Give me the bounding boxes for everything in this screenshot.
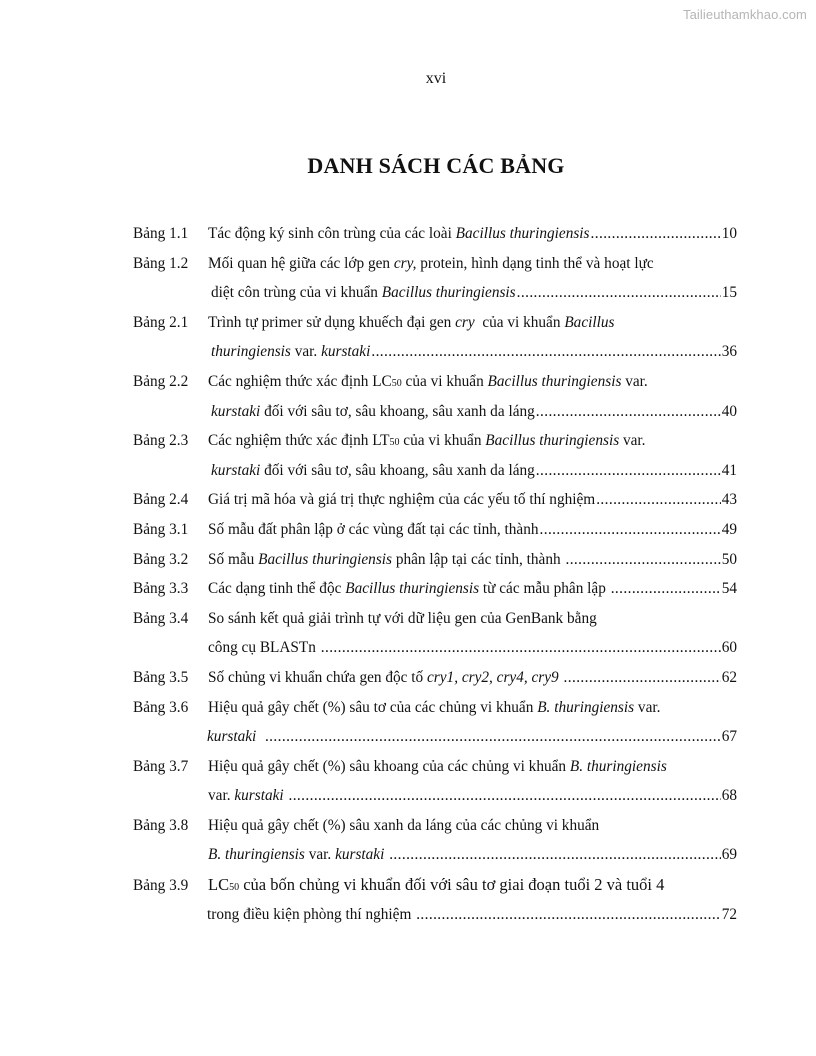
toc-entry-line <box>133 219 737 249</box>
toc-entry-text: Hiệu quả gây chết (%) sâu khoang của các chủng vi khuẩn <box>208 757 570 775</box>
dot-leader <box>565 545 720 575</box>
toc-entry[interactable] <box>133 870 737 929</box>
toc-entry[interactable] <box>133 249 737 308</box>
toc-entry-text: Số chủng vi khuẩn chứa gen độc tố <box>208 668 428 686</box>
toc-entry[interactable] <box>133 752 737 811</box>
toc-entry-text: kurstaki <box>335 846 385 864</box>
dot-leader <box>416 900 721 930</box>
toc-entry-text: kurstaki <box>234 787 284 805</box>
toc-entry-label: Bảng 2.3 <box>133 432 189 450</box>
toc-entry-text: Hiệu quả gây chết (%) sâu tơ của các chủng vi khuẩn <box>208 698 538 716</box>
toc-entry-text: trong điều kiện phòng thí nghiệm <box>207 905 416 923</box>
toc-entry-text: Các dạng tinh thể độc <box>208 580 346 598</box>
toc-entry-text: đối với sâu tơ, sâu khoang, sâu xanh da láng <box>260 461 535 479</box>
dot-leader <box>517 278 721 308</box>
toc-entry-text: Bacillus thuringiensis <box>487 372 622 390</box>
toc-entry-text: Các nghiệm thức xác định LT <box>208 432 390 450</box>
toc-entry-label: Bảng 3.5 <box>133 668 189 686</box>
toc-entry-line <box>133 633 737 663</box>
toc-entry[interactable] <box>133 219 737 249</box>
toc-entry-text: Tác động ký sinh côn trùng của các loài <box>208 225 456 242</box>
toc-entry-text <box>559 663 563 693</box>
toc-entry-text: var. <box>208 787 235 805</box>
toc-entry-page: 72 <box>721 905 737 923</box>
dot-leader <box>536 456 721 486</box>
toc-entry-line <box>133 278 737 308</box>
toc-entry[interactable] <box>133 367 737 426</box>
toc-entry-text: Bacillus thuringiensis <box>258 550 392 568</box>
toc-entry-label: Bảng 3.1 <box>133 520 189 538</box>
toc-entry-label: Bảng 3.7 <box>133 757 189 775</box>
toc-entry-line <box>133 308 737 338</box>
toc-entry-text: Các nghiệm thức xác định LC <box>208 372 392 390</box>
table-list <box>133 219 737 929</box>
toc-entry-text <box>284 781 288 811</box>
toc-entry-line <box>133 722 737 752</box>
toc-entry[interactable] <box>133 574 737 604</box>
toc-entry-line <box>133 900 737 930</box>
toc-entry-page: 41 <box>721 461 737 479</box>
toc-entry-text: kurstaki <box>207 728 257 746</box>
dot-leader <box>265 722 721 752</box>
toc-entry-text: của bốn chủng vi khuẩn đối với sâu tơ giai đoạn tuổi 2 và tuổi 4 <box>239 875 665 895</box>
toc-entry-text: var. <box>621 372 648 390</box>
dot-leader <box>591 219 721 249</box>
toc-entry-text: cry, <box>393 254 417 272</box>
dot-leader <box>596 485 721 515</box>
toc-entry-text: cry <box>455 313 475 331</box>
toc-entry-text: thuringiensis <box>211 343 291 361</box>
dot-leader <box>371 337 720 367</box>
watermark-text: Tailieuthamkhao.com <box>682 7 807 22</box>
page-title: DANH SÁCH CÁC BẢNG <box>307 153 565 178</box>
toc-entry-text: Trình tự primer sử dụng khuếch đại gen <box>208 313 456 331</box>
toc-entry-page: 69 <box>721 846 737 864</box>
toc-entry-line <box>133 604 737 634</box>
toc-entry-line: Bảng 3.9 LC 50 của bốn chủng vi khuẩn đối với sâu tơ giai đoạn tuổi 2 và tuổi 4 <box>133 870 737 900</box>
toc-entry-text: của vi khuẩn <box>474 313 565 331</box>
toc-entry-line <box>133 456 737 486</box>
toc-entry-text: var. <box>634 698 661 716</box>
toc-entry-page: 15 <box>721 284 737 302</box>
toc-entry-label: Bảng 1.1 <box>133 225 189 242</box>
toc-entry-text <box>384 840 388 870</box>
toc-entry-page: 49 <box>721 520 737 538</box>
toc-entry-text: LC <box>208 875 230 895</box>
toc-entry-text: công cụ BLASTn <box>208 639 320 657</box>
toc-entry-label: Bảng 3.3 <box>133 580 189 598</box>
toc-entry-text: phân lập tại các tỉnh, thành <box>392 550 565 568</box>
toc-entry-text: Bacillus thuringiensis <box>345 580 480 598</box>
dot-leader <box>540 515 721 545</box>
toc-entry-text: var. <box>619 432 646 450</box>
toc-entry[interactable] <box>133 308 737 367</box>
toc-entry-page: 54 <box>721 580 737 598</box>
toc-entry-text: Bacillus <box>564 313 615 331</box>
toc-entry-text: var. <box>304 846 336 864</box>
toc-entry-page: 60 <box>721 639 737 657</box>
page-number: xvi <box>425 70 447 87</box>
toc-entry[interactable] <box>133 663 737 693</box>
toc-entry-text: Giá trị mã hóa và giá trị thực nghiệm của các yếu tố thí nghiệm <box>208 491 596 509</box>
toc-entry-text: Số mẫu đất phân lập ở các vùng đất tại các tỉnh, thành <box>208 520 539 538</box>
toc-entry-line <box>133 663 737 693</box>
dot-leader <box>611 574 721 604</box>
toc-entry-text: B. thuringiensis <box>569 757 667 775</box>
toc-entry-page: 40 <box>721 402 737 420</box>
toc-entry-text <box>256 722 264 752</box>
toc-entry-label: Bảng 2.1 <box>133 313 189 331</box>
toc-entry-text: của vi khuẩn <box>401 372 488 390</box>
toc-entry-text: kurstaki <box>211 402 261 420</box>
toc-entry-text: B. thuringiensis <box>208 846 305 864</box>
toc-entry-line <box>133 840 737 870</box>
toc-entry-page: 68 <box>721 787 737 805</box>
toc-entry-line <box>133 485 737 515</box>
toc-entry-text: của vi khuẩn <box>399 432 486 450</box>
toc-entry-label: Bảng 1.2 <box>133 254 189 272</box>
toc-entry-line <box>133 781 737 811</box>
toc-entry[interactable] <box>133 485 737 515</box>
toc-entry-text: kurstaki <box>211 461 261 479</box>
toc-entry-label: Bảng 3.9 <box>133 877 189 895</box>
toc-entry-page: 67 <box>721 728 737 746</box>
toc-entry-text: protein, hình dạng tinh thể và hoạt lực <box>416 254 654 272</box>
toc-entry-text: So sánh kết quả giải trình tự với dữ liệu gen của GenBank bằng <box>208 609 597 627</box>
toc-entry-line <box>133 693 737 723</box>
toc-entry-line <box>133 249 737 279</box>
toc-entry-line <box>133 574 737 604</box>
toc-entry-page: 43 <box>721 491 737 509</box>
toc-entry-text: từ các mẫu phân lập <box>479 580 610 598</box>
toc-entry-text: Mối quan hệ giữa các lớp gen <box>208 254 394 272</box>
toc-entry-label: Bảng 3.4 <box>133 609 189 627</box>
toc-entry[interactable] <box>133 811 737 870</box>
toc-entry-line: Bảng 2.2 Các nghiệm thức xác định LC 50 của vi khuẩn Bacillus thuringiensis var. <box>133 367 737 397</box>
toc-entry-label: Bảng 3.8 <box>133 816 189 834</box>
toc-entry-text: Bacillus thuringiensis <box>381 284 516 302</box>
toc-entry-line <box>133 515 737 545</box>
toc-entry-text: Số mẫu <box>208 550 259 568</box>
toc-entry[interactable] <box>133 545 737 575</box>
toc-entry-page: 50 <box>721 550 737 568</box>
toc-entry[interactable] <box>133 604 737 663</box>
toc-entry-page: 62 <box>721 668 737 686</box>
toc-entry-page: 36 <box>721 343 737 361</box>
toc-entry-line <box>133 337 737 367</box>
dot-leader <box>536 397 721 427</box>
toc-entry-text: Bacillus thuringiensis <box>455 225 590 242</box>
toc-entry-label: Bảng 2.2 <box>133 372 189 390</box>
dot-leader <box>564 663 721 693</box>
toc-entry-line <box>133 545 737 575</box>
toc-entry-line <box>133 752 737 782</box>
dot-leader <box>321 633 721 663</box>
toc-entry-text: Hiệu quả gây chết (%) sâu xanh da láng của các chủng vi khuẩn <box>208 816 600 834</box>
toc-entry-text: Bacillus thuringiensis <box>485 432 620 450</box>
toc-entry-text: B. thuringiensis <box>537 698 635 716</box>
toc-entry-page: 10 <box>721 225 737 242</box>
toc-entry-text: kurstaki <box>321 343 371 361</box>
toc-entry-label: Bảng 3.6 <box>133 698 189 716</box>
toc-entry-line <box>133 397 737 427</box>
toc-entry-text: đối với sâu tơ, sâu khoang, sâu xanh da láng <box>260 402 535 420</box>
toc-entry-label: Bảng 2.4 <box>133 491 189 509</box>
toc-entry-text: diệt côn trùng của vi khuẩn <box>211 284 382 302</box>
dot-leader <box>389 840 721 870</box>
toc-entry-text: var. <box>290 343 322 361</box>
toc-entry[interactable] <box>133 693 737 752</box>
toc-entry-label: Bảng 3.2 <box>133 550 189 568</box>
toc-entry[interactable] <box>133 515 737 545</box>
toc-entry-line: Bảng 2.3 Các nghiệm thức xác định LT 50 của vi khuẩn Bacillus thuringiensis var. <box>133 426 737 456</box>
toc-entry-text: cry1, cry2, cry4, cry9 <box>427 668 559 686</box>
toc-entry[interactable] <box>133 426 737 485</box>
toc-entry-line <box>133 811 737 841</box>
dot-leader <box>288 781 720 811</box>
